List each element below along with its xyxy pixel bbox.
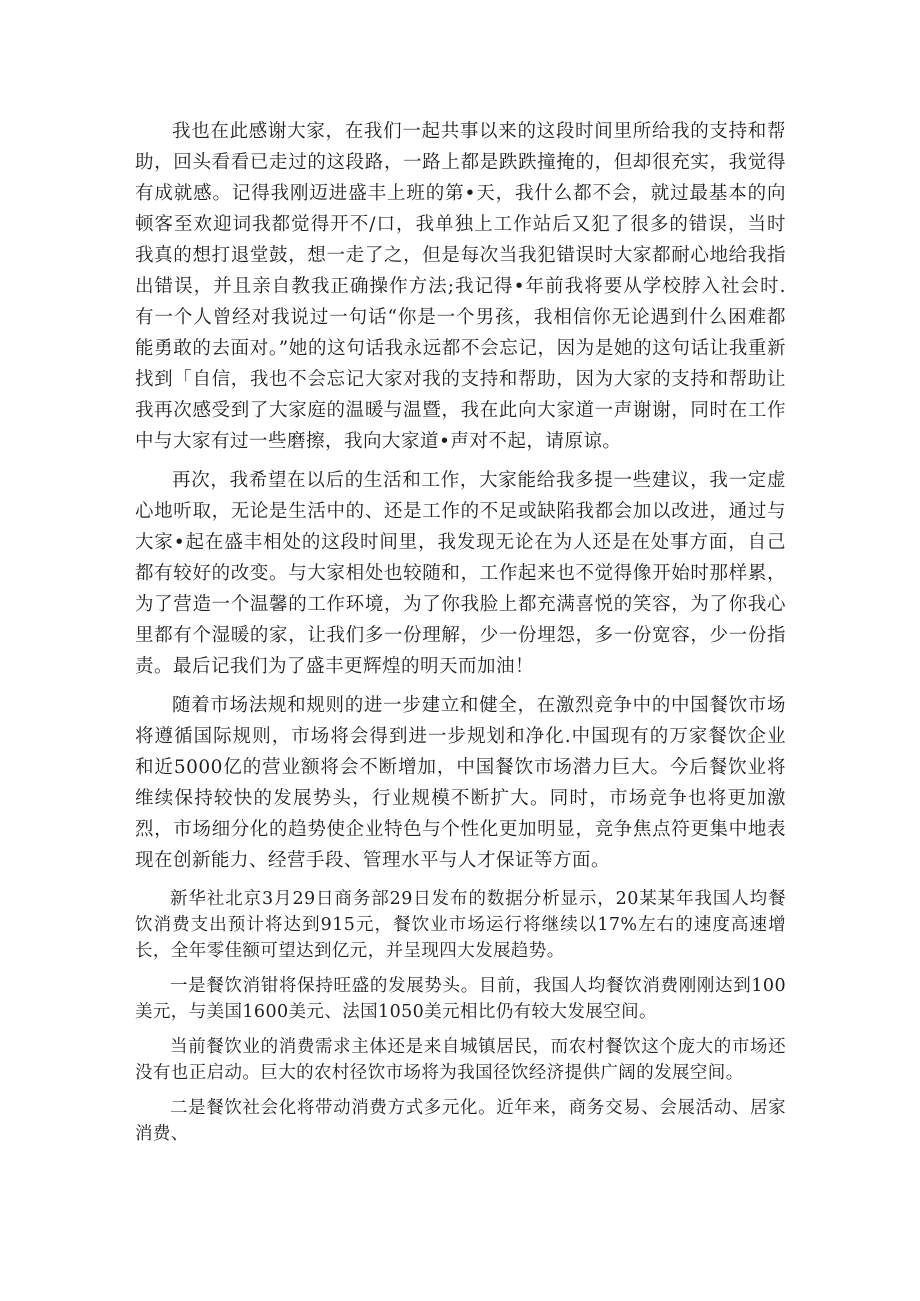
paragraph-market-rules: 随着市场法规和规则的进一步建立和健全，在激烈竞争中的中国餐饮市场将遵循国际规则，市场将会得到进一步规划和净化.中国现有的万家餐饮企业和近5000亿的营业额将会不断增加，中国餐饮市场潜力巨大。今后餐饮业将维续保持较快的发展势头，行业规模不断扩大。同时，市场竞争也将更加激烈，市场细分化的趋势使企业特色与个性化更加明显，竞争焦点符更集中地表现在创新能力、经营手段、管理水平与人才保证等方面。 — [135, 695, 786, 871]
paragraph-xinhua-report: 新华社北京3月29日商务部29日发布的数据分析显示，20某某年我国人均餐饮消费支出预计将达到915元，餐饮业市场运行将继续以17%左右的速度高速增长，全年零佳额可望达到亿元，并呈现四大发展趋势。 — [135, 889, 786, 961]
paragraph-thanks: 我也在此感谢大家，在我们一起共事以来的这段时间里所给我的支持和帮助，回头看看已走过的这段路，一路上都是跌跌撞掩的，但却很充实，我觉得有成就感。记得我刚迈进盛丰上班的第•天，我什么都不会，就过最基本的向顿客至欢迎词我都觉得开不/口，我单独上工作站后又犯了很多的错误，当时我真的想打退堂鼓，想一走了之，但是每次当我犯错误时大家都耐心地给我指出错误，并且亲自教我正确操作方法;我记得•年前我将要从学校脖入社会时.有一个人曾经对我说过一句话“你是一个男孩，我相信你无论遇到什么困难都能勇敢的去面对。”她的这句话我永远都不会忘记，因为是她的这句话让我重新找到「自信，我也不会忘记大家对我的支持和帮助，因为大家的支持和帮助让我再次感受到了大家庭的温暖与温暨，我在此向大家道一声谢谢，同时在工作中与大家有过一些磨擦，我向大家道•声对不起，请原谅。 — [135, 121, 786, 452]
paragraph-trend-one: 一是餐饮消钳将保持旺盛的发展势头。目前，我国人均餐饮消费刚刚达到100美元，与美国1600美元、法国1050美元相比仍有较大发展空间。 — [135, 976, 786, 1022]
paragraph-trend-two: 二是餐饮社会化将带动消费方式多元化。近年来，商务交易、会展活动、居家消费、 — [135, 1098, 786, 1144]
paragraph-suggestions: 再次，我希望在以后的生活和工作，大家能给我多提一些建议，我一定虚心地听取，无论是生活中的、还是工作的不足或缺陷我都会加以改进，通过与大家•起在盛丰相处的这段时间里，我发现无论在为人还是在处事方面，自己都有较好的改变。与大家相处也较随和，工作起来也不觉得像开始时那样累，为了营造一个温馨的工作环境，为了你我脸上都充满喜悦的笑容，为了你我心里都有个湿暖的家，让我们多一份理解，少一份埋怨，多一份宽容，少一份指责。最后记我们为了盛丰更辉煌的明天而加油！ — [135, 470, 786, 677]
document-body — [135, 116, 786, 1156]
paragraph-urban-rural: 当前餐饮业的消费需求主体还是来自城镇居民，而农村餐饮这个庞大的市场还没有也正启动。巨大的农村径饮市场将为我国径饮经济提供广阔的发展空间。 — [135, 1037, 786, 1083]
